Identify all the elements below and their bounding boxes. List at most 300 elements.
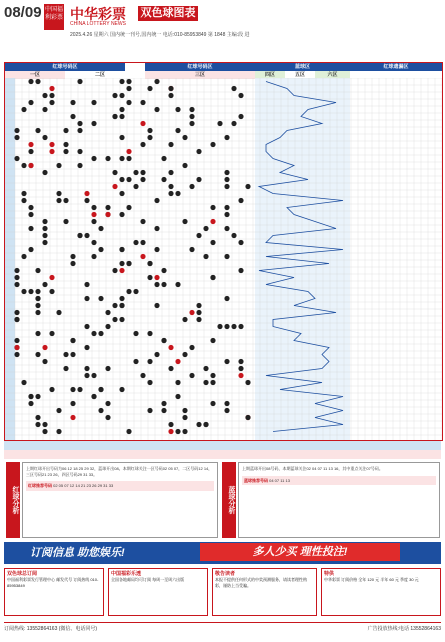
red-ball-dot: [105, 401, 110, 406]
red-ball-dot: [28, 401, 33, 406]
red-ball-dot: [126, 429, 131, 434]
red-ball-dot: [224, 408, 229, 413]
red-ball-dot: [77, 163, 82, 168]
red-ball-dot: [56, 198, 61, 203]
red-ball-dot: [112, 317, 117, 322]
zone-3: 三区: [145, 71, 255, 79]
red-ball-dot: [63, 352, 68, 357]
red-ball-dot: [238, 373, 243, 378]
ad-title: 敬告读者: [215, 571, 236, 577]
red-ball-dot: [91, 254, 96, 259]
red-ball-dot: [84, 198, 89, 203]
red-ball-dot: [147, 128, 152, 133]
red-ball-dot: [91, 121, 96, 126]
red-ball-dot: [14, 128, 19, 133]
red-ball-dot: [14, 317, 19, 322]
red-ball-dot: [119, 177, 124, 182]
banner-left-text: 订阅信息 助您娱乐!: [30, 547, 125, 559]
red-ball-dot: [42, 107, 47, 112]
section-red-2: 红球号码区: [145, 63, 255, 71]
red-ball-dot: [35, 289, 40, 294]
red-ball-dot: [21, 163, 26, 168]
red-ball-dot: [224, 177, 229, 182]
red-ball-dot: [175, 128, 180, 133]
red-ball-dot: [70, 338, 75, 343]
red-ball-dot: [133, 289, 138, 294]
ad-text: 中国福利彩票发行管理中心 邮发代号 订阅热线 010-85953849: [7, 577, 99, 588]
red-ball-dot: [119, 268, 124, 273]
red-ball-dot: [105, 212, 110, 217]
red-ball-dot: [140, 254, 145, 259]
red-ball-dot: [42, 219, 47, 224]
red-ball-dot: [77, 233, 82, 238]
red-ball-dot: [154, 282, 159, 287]
red-ball-dot: [105, 415, 110, 420]
red-ball-dot: [28, 149, 33, 154]
red-ball-dot: [224, 359, 229, 364]
red-recommend-label: 红球推荐号码: [28, 483, 52, 488]
red-ball-dot: [84, 233, 89, 238]
red-ball-dot: [28, 289, 33, 294]
red-ball-dot: [70, 254, 75, 259]
red-ball-dot: [14, 268, 19, 273]
red-ball-dot: [35, 268, 40, 273]
red-ball-dot: [154, 107, 159, 112]
red-ball-dot: [119, 93, 124, 98]
chart-grid: [5, 78, 442, 440]
red-ball-dot: [63, 366, 68, 371]
red-ball-dot: [126, 261, 131, 266]
red-ball-dot: [210, 338, 215, 343]
brand-english: CHINA LOTTERY NEWS: [70, 21, 126, 27]
red-ball-dot: [140, 219, 145, 224]
red-ball-dot: [28, 205, 33, 210]
red-ball-dot: [119, 114, 124, 119]
page-number: 08/09: [4, 4, 42, 21]
red-ball-dot: [56, 310, 61, 315]
red-ball-dot: [63, 219, 68, 224]
red-ball-dot: [84, 191, 89, 196]
red-ball-dot: [224, 324, 229, 329]
footer-strip-2: [4, 450, 441, 459]
red-ball-dot: [28, 247, 33, 252]
brand-title: 中华彩票: [70, 6, 126, 22]
red-ball-dot: [161, 156, 166, 161]
red-ball-dot: [84, 282, 89, 287]
red-ball-dot: [133, 170, 138, 175]
red-ball-dot: [133, 240, 138, 245]
red-ball-dot: [112, 114, 117, 119]
red-ball-dot: [28, 100, 33, 105]
red-ball-dot: [224, 401, 229, 406]
red-ball-dot: [168, 191, 173, 196]
red-ball-dot: [91, 373, 96, 378]
ad-text: 本报不提供任何形式的中奖预测服务，请读者理性购彩，谨防上当受骗。: [215, 577, 307, 588]
red-ball-dot: [126, 289, 131, 294]
analysis-text: [22, 462, 218, 538]
red-ball-dot: [28, 226, 33, 231]
red-ball-dot: [35, 394, 40, 399]
red-ball-dot: [224, 212, 229, 217]
red-ball-dot: [119, 296, 124, 301]
red-ball-dot: [154, 247, 159, 252]
red-ball-dot: [196, 310, 201, 315]
ad-box-3: [212, 568, 317, 616]
red-ball-dot: [105, 156, 110, 161]
red-ball-dot: [105, 366, 110, 371]
red-ball-dot: [84, 296, 89, 301]
ad-title: 特供: [324, 571, 335, 577]
red-ball-dot: [161, 282, 166, 287]
section-red-1: 红球号码区: [5, 63, 125, 71]
blue-tag: 蓝球分析: [222, 462, 236, 538]
red-ball-dot: [203, 226, 208, 231]
red-ball-dot: [21, 107, 26, 112]
red-ball-dot: [21, 289, 26, 294]
red-ball-dot: [161, 268, 166, 273]
red-ball-dot: [182, 317, 187, 322]
red-ball-dot: [182, 415, 187, 420]
red-ball-dot: [238, 240, 243, 245]
red-ball-dot: [112, 170, 117, 175]
red-ball-dot: [147, 86, 152, 91]
red-ball-dot: [35, 296, 40, 301]
red-ball-dot: [98, 247, 103, 252]
red-ball-dot: [105, 205, 110, 210]
red-ball-dot: [175, 359, 180, 364]
red-ball-dot: [154, 79, 159, 84]
red-ball-dot: [175, 380, 180, 385]
bottom-strip: [4, 622, 441, 635]
red-ball-dot: [182, 429, 187, 434]
red-ball-dot: [196, 317, 201, 322]
red-ball-dot: [28, 163, 33, 168]
blue-paragraph: 上期蓝球开出08号码，本期蓝球关注02 04 07 11 13 16，其中重点关注07号码。: [242, 466, 383, 471]
red-ball-dot: [147, 359, 152, 364]
red-ball-dot: [42, 93, 47, 98]
red-ball-dot: [140, 240, 145, 245]
red-ball-dot: [35, 310, 40, 315]
banner-right-text: 多人少买 理性投注!: [200, 543, 400, 561]
red-ball-dot: [224, 254, 229, 259]
red-recommend: 02 05 07 12 14 21 23 26 29 31 33: [53, 483, 114, 488]
red-ball-dot: [119, 79, 124, 84]
red-ball-dot: [231, 233, 236, 238]
zone-6: 六区: [315, 71, 350, 79]
red-ball-dot: [140, 170, 145, 175]
red-ball-dot: [42, 282, 47, 287]
red-ball-dot: [189, 121, 194, 126]
red-ball-dot: [231, 121, 236, 126]
red-ball-dot: [14, 352, 19, 357]
red-ball-dot: [196, 233, 201, 238]
red-ball-dot: [238, 93, 243, 98]
red-ball-dot: [168, 184, 173, 189]
red-ball-dot: [126, 156, 131, 161]
red-ball-dot: [91, 212, 96, 217]
red-ball-dot: [168, 366, 173, 371]
red-ball-dot: [77, 149, 82, 154]
red-ball-dot: [119, 387, 124, 392]
red-ball-dot: [210, 205, 215, 210]
red-ball-dot: [35, 422, 40, 427]
red-ball-dot: [91, 240, 96, 245]
red-ball-dot: [182, 352, 187, 357]
red-ball-dot: [231, 86, 236, 91]
red-ball-dot: [119, 107, 124, 112]
red-ball-dot: [49, 86, 54, 91]
footer-left: 订阅热线: 13552864163 (微信、电话同号): [4, 626, 98, 632]
ad-title: 中国福彩乐透: [111, 571, 142, 577]
red-ball-dot: [98, 408, 103, 413]
red-ball-dot: [224, 205, 229, 210]
red-ball-dot: [147, 135, 152, 140]
ad-box-2: [108, 568, 208, 616]
red-ball-dot: [126, 177, 131, 182]
trend-chart: [4, 62, 443, 441]
red-ball-dot: [42, 359, 47, 364]
footer-right: 广告投放热线:电话 13552864163: [367, 626, 441, 632]
red-ball-dot: [35, 331, 40, 336]
red-ball-dot: [84, 373, 89, 378]
red-ball-dot: [168, 170, 173, 175]
red-ball-dot: [182, 408, 187, 413]
red-ball-dot: [140, 177, 145, 182]
red-ball-dot: [91, 205, 96, 210]
red-ball-dot: [49, 387, 54, 392]
red-ball-dot: [119, 317, 124, 322]
red-ball-dot: [98, 226, 103, 231]
red-ball-dot: [70, 100, 75, 105]
red-ball-dot: [14, 135, 19, 140]
red-ball-dot: [161, 177, 166, 182]
red-ball-dot: [245, 380, 250, 385]
red-ball-dot: [238, 268, 243, 273]
red-ball-dot: [56, 429, 61, 434]
red-ball-dot: [14, 310, 19, 315]
red-ball-dot: [238, 366, 243, 371]
red-ball-dot: [84, 345, 89, 350]
red-ball-dot: [49, 275, 54, 280]
red-ball-dot: [210, 373, 215, 378]
red-ball-dot: [14, 345, 19, 350]
red-ball-dot: [42, 170, 47, 175]
red-ball-dot: [21, 380, 26, 385]
red-ball-dot: [189, 107, 194, 112]
red-ball-dot: [154, 303, 159, 308]
blue-recommend-label: 蓝球推荐号码: [244, 477, 268, 483]
red-ball-dot: [182, 163, 187, 168]
red-ball-dot: [224, 296, 229, 301]
zone-1: 一区: [5, 71, 65, 79]
red-ball-dot: [140, 121, 145, 126]
red-ball-dot: [196, 149, 201, 154]
red-ball-dot: [126, 205, 131, 210]
red-ball-dot: [35, 303, 40, 308]
red-ball-dot: [168, 93, 173, 98]
red-ball-dot: [210, 401, 215, 406]
red-ball-dot: [238, 324, 243, 329]
red-ball-dot: [112, 93, 117, 98]
red-ball-dot: [49, 289, 54, 294]
red-ball-dot: [133, 331, 138, 336]
red-ball-dot: [175, 394, 180, 399]
red-ball-dot: [224, 170, 229, 175]
red-ball-dot: [14, 156, 19, 161]
red-ball-dot: [49, 149, 54, 154]
red-ball-dot: [28, 394, 33, 399]
red-ball-dot: [119, 247, 124, 252]
red-ball-dot: [147, 408, 152, 413]
red-ball-dot: [147, 331, 152, 336]
section-ribbon: 双色球图表: [138, 6, 198, 21]
red-ball-dot: [63, 198, 68, 203]
red-ball-dot: [245, 415, 250, 420]
analysis-tag: 红球分析: [6, 462, 20, 538]
red-ball-dot: [14, 282, 19, 287]
red-ball-dot: [42, 233, 47, 238]
red-ball-dot: [112, 303, 117, 308]
red-ball-dot: [77, 79, 82, 84]
analysis-paragraph: 上期红球开出号码为06 12 18 25 29 32，蓝球开出08。本期红球关注一区号码02 05 07，二区号码12 14，三区号码21 23 26，四区号码29 31 33。: [26, 466, 213, 477]
red-ball-dot: [175, 429, 180, 434]
ad-text: 中华彩票 订阅价格 全年 120 元 半年 60 元 季度 30 元: [324, 577, 419, 582]
red-ball-dot: [98, 387, 103, 392]
red-ball-dot: [21, 254, 26, 259]
red-ball-dot: [119, 303, 124, 308]
red-ball-dot: [154, 198, 159, 203]
red-ball-dot: [245, 184, 250, 189]
ad-title: 双色球总订阅: [7, 571, 38, 577]
red-ball-dot: [14, 275, 19, 280]
red-ball-dot: [119, 212, 124, 217]
red-ball-dot: [35, 352, 40, 357]
red-ball-dot: [84, 366, 89, 371]
red-ball-dot: [133, 184, 138, 189]
red-ball-dot: [56, 163, 61, 168]
red-ball-dot: [182, 219, 187, 224]
red-ball-dot: [147, 275, 152, 280]
red-ball-dot: [203, 366, 208, 371]
red-ball-dot: [70, 352, 75, 357]
section-blue: 蓝球区: [255, 63, 350, 71]
red-ball-dot: [42, 226, 47, 231]
red-ball-dot: [84, 324, 89, 329]
red-ball-dot: [189, 184, 194, 189]
red-ball-dot: [119, 156, 124, 161]
red-ball-dot: [28, 212, 33, 217]
red-ball-dot: [203, 422, 208, 427]
red-ball-dot: [210, 380, 215, 385]
red-ball-dot: [175, 191, 180, 196]
red-ball-dot: [182, 135, 187, 140]
red-ball-dot: [49, 331, 54, 336]
red-ball-dot: [91, 394, 96, 399]
red-ball-dot: [70, 261, 75, 266]
red-ball-dot: [63, 128, 68, 133]
red-ball-dot: [49, 93, 54, 98]
red-ball-dot: [147, 380, 152, 385]
zone-4: 四区: [255, 71, 285, 79]
footer-strip: [4, 441, 441, 450]
blue-recommend: 04 07 11 13: [269, 477, 290, 483]
red-ball-dot: [189, 247, 194, 252]
red-ball-dot: [91, 100, 96, 105]
issue-info: 2025.4.26 星期六 国内统一刊号,国内统一 电话:010-85953849 第 1848 主编:段 进: [70, 32, 250, 38]
red-ball-dot: [42, 135, 47, 140]
red-ball-dot: [77, 128, 82, 133]
red-ball-dot: [70, 387, 75, 392]
red-ball-dot: [154, 226, 159, 231]
red-ball-dot: [189, 373, 194, 378]
red-ball-dot: [70, 401, 75, 406]
ad-box-4: [321, 568, 441, 616]
red-ball-dot: [70, 415, 75, 420]
ad-box-1: [4, 568, 104, 616]
red-ball-dot: [238, 114, 243, 119]
red-ball-dot: [196, 303, 201, 308]
red-ball-dot: [105, 324, 110, 329]
red-ball-dot: [189, 114, 194, 119]
red-ball-dot: [91, 331, 96, 336]
red-ball-dot: [126, 149, 131, 154]
red-ball-dot: [140, 373, 145, 378]
red-ball-dot: [98, 296, 103, 301]
red-ball-dot: [126, 100, 131, 105]
red-ball-dot: [49, 100, 54, 105]
red-ball-dot: [140, 142, 145, 147]
red-ball-dot: [98, 331, 103, 336]
red-ball-dot: [63, 142, 68, 147]
red-ball-dot: [161, 408, 166, 413]
red-ball-dot: [21, 198, 26, 203]
red-ball-dot: [203, 254, 208, 259]
zone-2: 二区: [65, 71, 135, 79]
red-ball-dot: [217, 121, 222, 126]
red-ball-dot: [189, 345, 194, 350]
red-ball-dot: [210, 275, 215, 280]
lottery-logo: 中国福利彩票: [44, 4, 64, 30]
blue-text: [238, 462, 440, 538]
red-ball-dot: [91, 156, 96, 161]
red-ball-dot: [105, 310, 110, 315]
red-ball-dot: [14, 338, 19, 343]
red-ball-dot: [35, 79, 40, 84]
red-ball-dot: [63, 149, 68, 154]
red-ball-dot: [42, 240, 47, 245]
red-ball-dot: [175, 282, 180, 287]
red-ball-dot: [112, 268, 117, 273]
red-ball-dot: [161, 338, 166, 343]
red-ball-dot: [168, 86, 173, 91]
red-ball-dot: [168, 422, 173, 427]
red-ball-dot: [196, 177, 201, 182]
red-ball-dot: [77, 121, 82, 126]
red-ball-dot: [42, 345, 47, 350]
red-ball-dot: [42, 422, 47, 427]
red-ball-dot: [70, 114, 75, 119]
red-ball-dot: [119, 261, 124, 266]
red-ball-dot: [189, 310, 194, 315]
red-ball-dot: [28, 79, 33, 84]
zone-5: 五区: [285, 71, 315, 79]
red-ball-dot: [224, 135, 229, 140]
red-ball-dot: [161, 401, 166, 406]
red-ball-dot: [133, 359, 138, 364]
ad-text: 全国各地邮局均可订阅 每周一至周六出版: [111, 577, 185, 582]
red-ball-dot: [210, 240, 215, 245]
red-ball-dot: [168, 142, 173, 147]
